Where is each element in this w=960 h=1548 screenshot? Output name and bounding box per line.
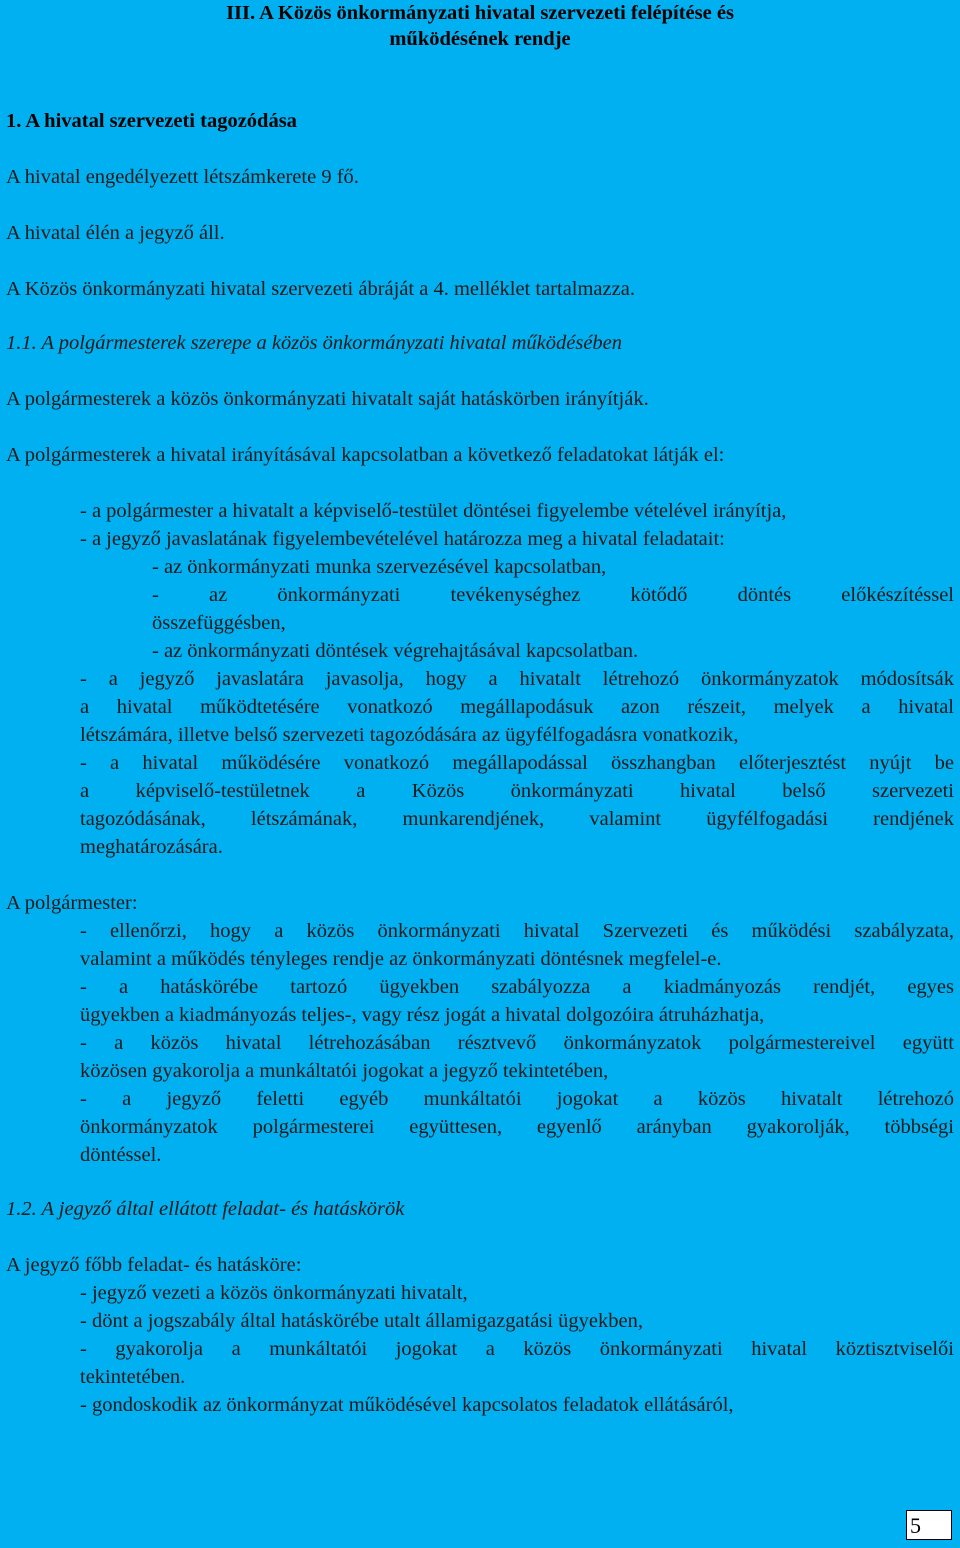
mayor-duty-line: döntéssel.	[80, 1144, 162, 1166]
document-title-line-2: működésének rendje	[389, 28, 571, 50]
section-1-2-title: 1.2. A jegyző által ellátott feladat- és hatáskörök	[6, 1198, 405, 1220]
sub-task-line: összefüggésben,	[152, 612, 286, 634]
sub-task-line: - az önkormányzati tevékenységhez kötődő döntés előkészítéssel	[152, 584, 954, 606]
notary-duties-intro: A jegyző főbb feladat- és hatásköre:	[6, 1254, 302, 1276]
mayor-task-line: - a polgármester a hivatalt a képviselő-testület döntései figyelembe vételével irányítja,	[80, 500, 787, 522]
mayor-task-line: meghatározására.	[80, 836, 223, 858]
staff-limit-paragraph: A hivatal engedélyezett létszámkerete 9 fő.	[6, 166, 359, 188]
mayor-duty-line: közösen gyakorolja a munkáltatói jogokat a jegyző tekintetében,	[80, 1060, 609, 1082]
mayors-direct-paragraph: A polgármesterek a közös önkormányzati hivatalt saját hatáskörben irányítják.	[6, 388, 649, 410]
notary-duty-line: - gondoskodik az önkormányzat működésével kapcsolatos feladatok ellátásáról,	[80, 1394, 734, 1416]
notary-duty-line: tekintetében.	[80, 1366, 186, 1388]
mayor-duty-line: - a jegyző feletti egyéb munkáltatói jogokat a közös hivatalt létrehozó	[80, 1088, 954, 1110]
notary-duty-line: - gyakorolja a munkáltatói jogokat a közös önkormányzati hivatal köztisztviselői	[80, 1338, 954, 1360]
mayor-task-line: a hivatal működtetésére vonatkozó megállapodásuk azon részeit, melyek a hivatal	[80, 696, 954, 718]
mayor-task-line: tagozódásának, létszámának, munkarendjének, valamint ügyfélfogadási rendjének	[80, 808, 954, 830]
mayor-duty-line: önkormányzatok polgármesterei együttesen, egyenlő arányban gyakorolják, többségi	[80, 1116, 954, 1138]
mayor-task-line: - a jegyző javaslatára javasolja, hogy a hivatalt létrehozó önkormányzatok módosítsák	[80, 668, 954, 690]
mayor-duty-line: - a közös hivatal létrehozásában résztvevő önkormányzatok polgármestereivel együtt	[80, 1032, 954, 1054]
sub-task-line: - az önkormányzati döntések végrehajtásával kapcsolatban.	[152, 640, 639, 662]
mayor-duty-line: - ellenőrzi, hogy a közös önkormányzati hivatal Szervezeti és működési szabályzata,	[80, 920, 954, 942]
mayor-duty-line: valamint a működés tényleges rendje az önkormányzati döntésnek megfelel-e.	[80, 948, 722, 970]
mayor-duty-line: ügyekben a kiadmányozás teljes-, vagy rész jogát a hivatal dolgozóira átruházhatja,	[80, 1004, 765, 1026]
mayor-task-line: létszámára, illetve belső szervezeti tagozódására az ügyfélfogadásra vonatkozik,	[80, 724, 739, 746]
mayors-tasks-intro: A polgármesterek a hivatal irányításával kapcsolatban a következő feladatokat látják el:	[6, 444, 725, 466]
mayor-task-line: - a hivatal működésére vonatkozó megállapodással összhangban előterjesztést nyújt be	[80, 752, 954, 774]
mayor-task-line: a képviselő-testületnek a Közös önkormányzati hivatal belső szervezeti	[80, 780, 954, 802]
mayor-duty-line: - a hatáskörébe tartozó ügyekben szabályozza a kiadmányozás rendjét, egyes	[80, 976, 954, 998]
section-1-1-title: 1.1. A polgármesterek szerepe a közös önkormányzati hivatal működésében	[6, 332, 623, 354]
org-chart-reference-paragraph: A Közös önkormányzati hivatal szervezeti ábráját a 4. melléklet tartalmazza.	[6, 278, 635, 300]
notary-duty-line: - jegyző vezeti a közös önkormányzati hivatalt,	[80, 1282, 468, 1304]
sub-task-line: - az önkormányzati munka szervezésével kapcsolatban,	[152, 556, 607, 578]
notary-duty-line: - dönt a jogszabály által hatáskörébe utalt államigazgatási ügyekben,	[80, 1310, 643, 1332]
page-number: 5	[906, 1510, 952, 1540]
section-1-title: 1. A hivatal szervezeti tagozódása	[6, 110, 297, 132]
document-title-line-1: III. A Közös önkormányzati hivatal szervezeti felépítése és	[226, 2, 734, 24]
head-of-office-paragraph: A hivatal élén a jegyző áll.	[6, 222, 225, 244]
mayor-task-line: - a jegyző javaslatának figyelembevételével határozza meg a hivatal feladatait:	[80, 528, 725, 550]
mayor-label: A polgármester:	[6, 892, 138, 914]
